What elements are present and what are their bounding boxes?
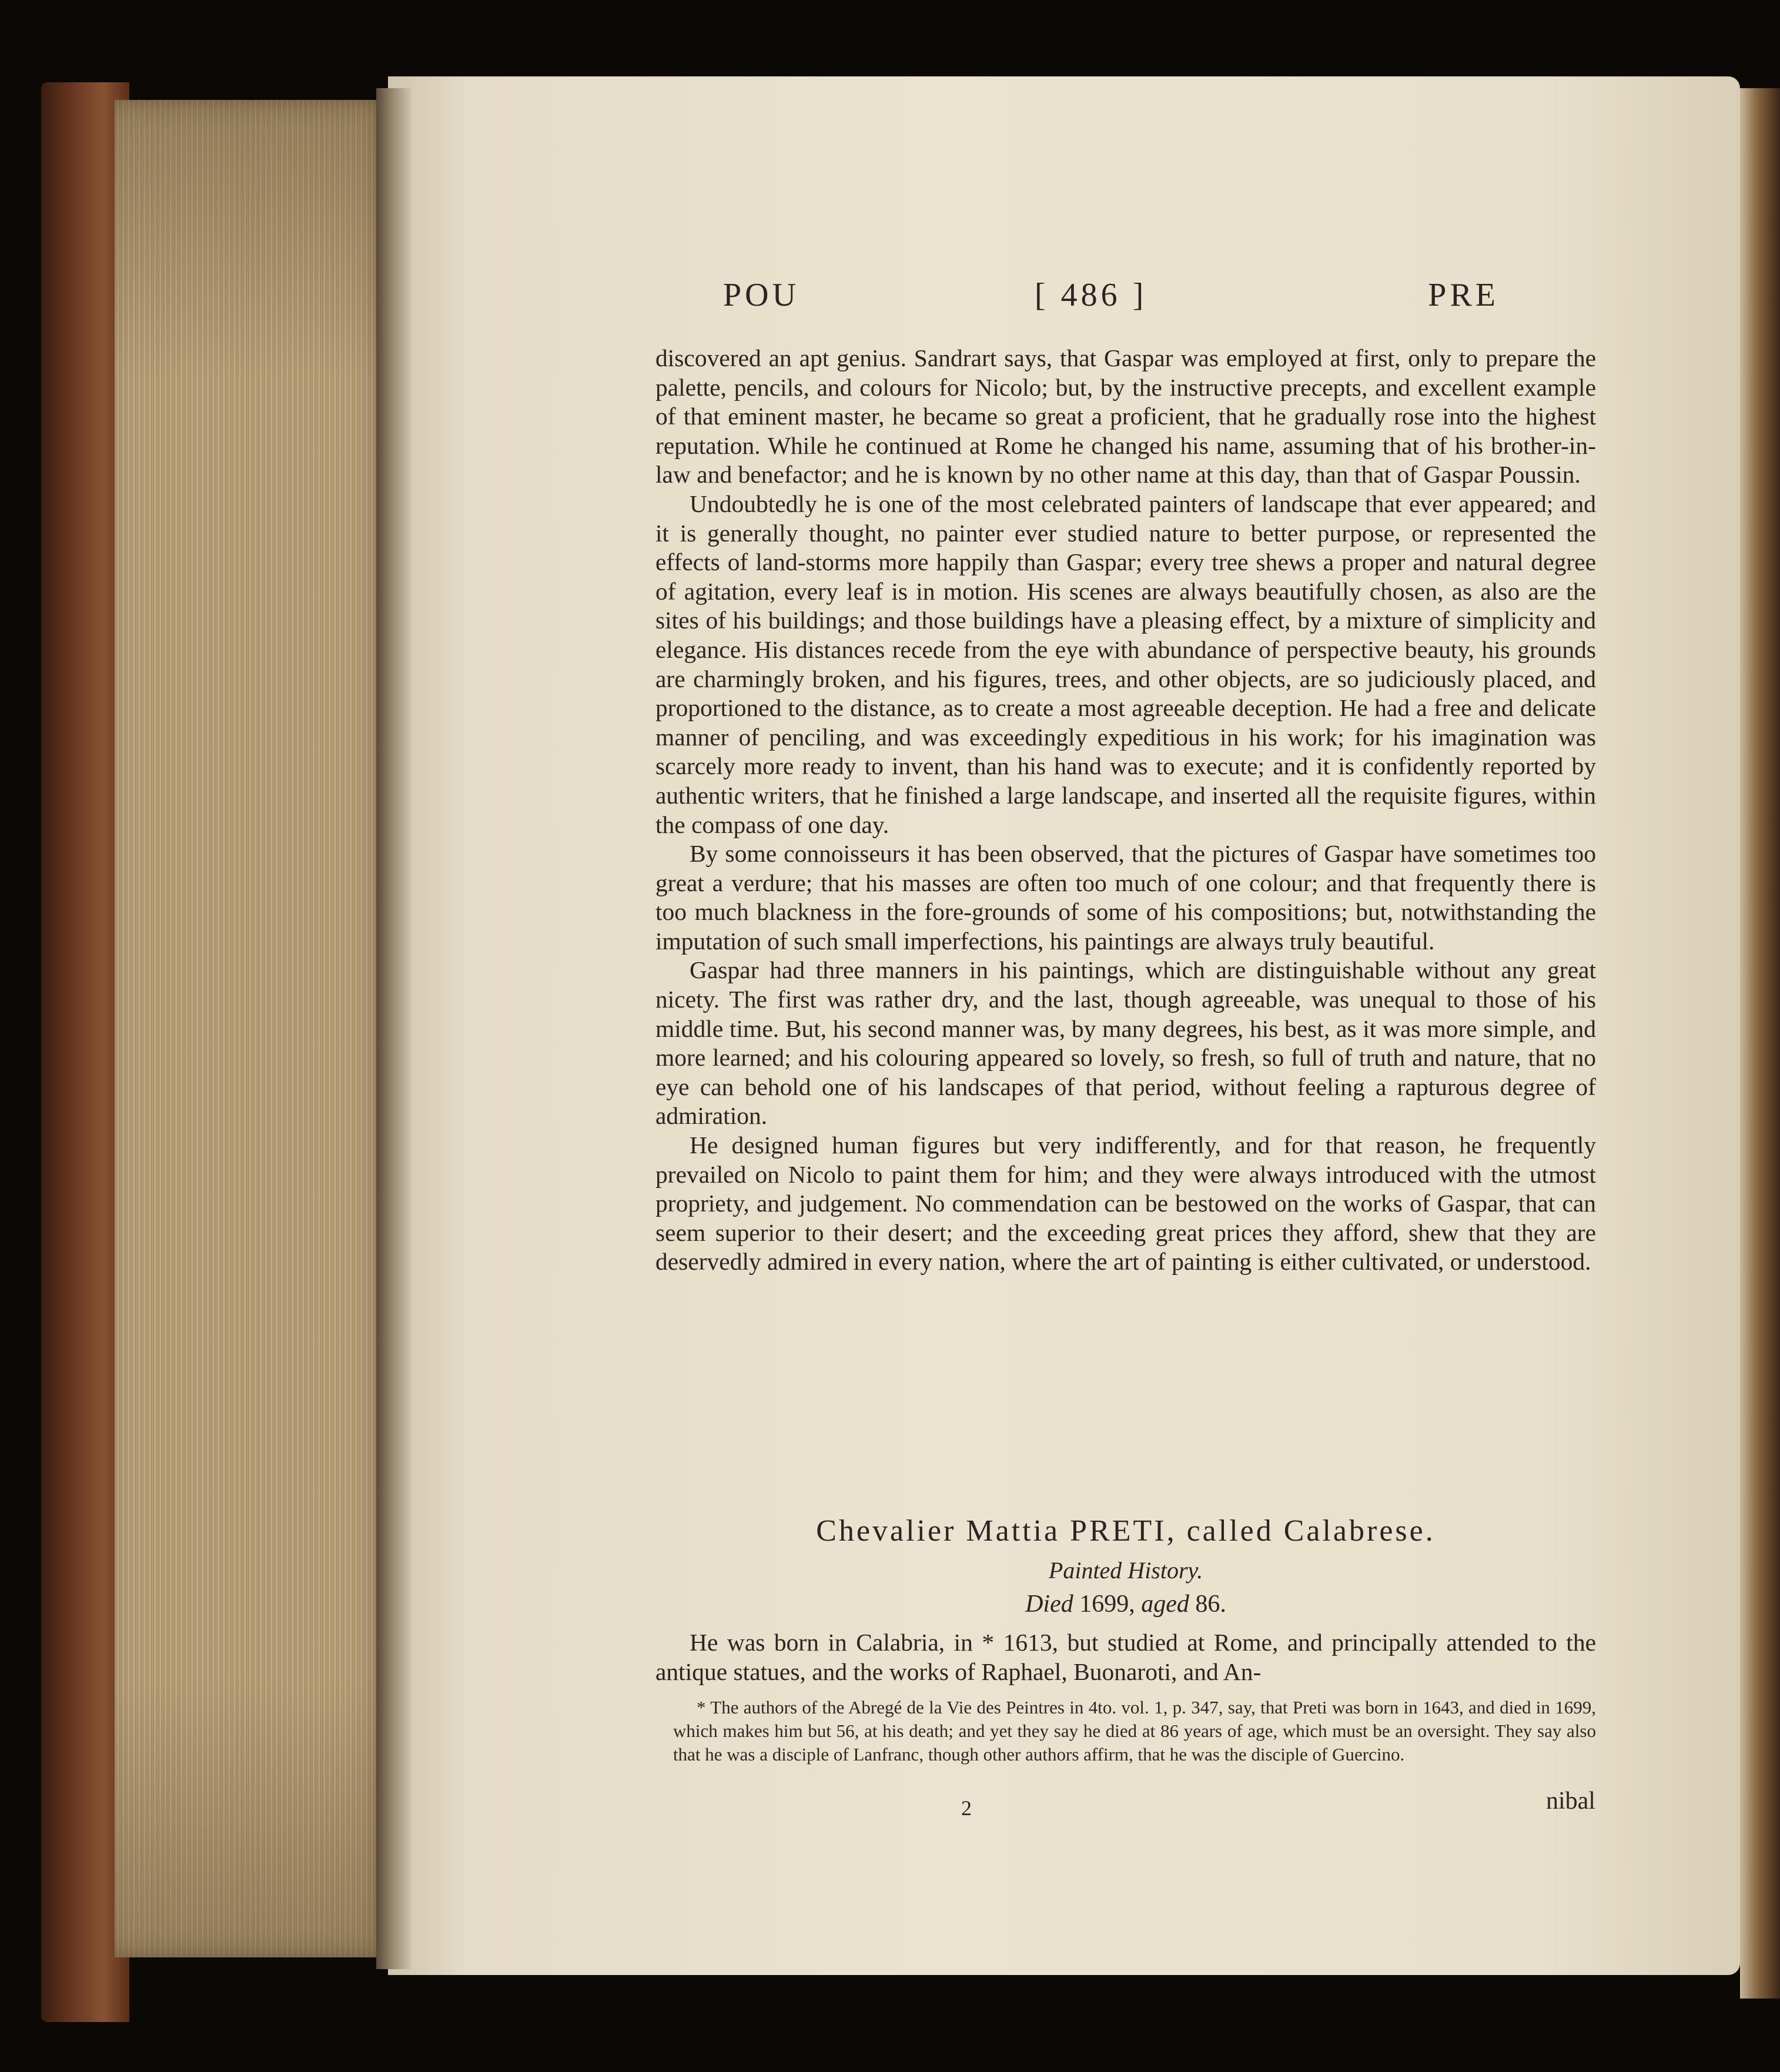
aged-value: 86. xyxy=(1195,1591,1226,1618)
aged-label: aged xyxy=(1141,1591,1189,1618)
running-head-left: POU xyxy=(723,277,800,313)
section-dates xyxy=(655,1590,1596,1618)
footnote-text: * The authors of the Abregé de la Vie des Peintres in 4to. vol. 1, p. 347, say, that Preti was born in 1643, and died in 1699, which makes him but 56, at his death; and yet they say he died at 86 years of age, which must be an oversight. They say also that he was a disciple of Lanfranc, though other authors affirm, that he was the disciple of Guercino. xyxy=(673,1697,1596,1765)
page-edges xyxy=(115,100,391,1957)
paragraph: He was born in Calabria, in * 1613, but studied at Rome, and principally attended to the antique statues, and the works of Raphael, Buonaroti, and An- xyxy=(655,1629,1596,1685)
paragraph: By some connoisseurs it has been observed, that the pictures of Gaspar have sometimes too great a verdure; that his masses are often too much of one colour; and that frequently there is too much blackness in the fore-grounds of some of his compositions; but, notwithstanding the imputation of such small imperfections, his paintings are always truly beautiful. xyxy=(655,840,1596,955)
paragraph: Gaspar had three manners in his paintings, which are distinguishable without any great nicety. The first was rather dry, and the last, though agreeable, was unequal to those of his middle time. But, his second manner was, by many degrees, his best, as it was more simple, and more learned; and his colouring appeared so lovely, so fresh, so full of truth and nature, that no eye can behold one of his landscapes of that period, without feeling a rapturous degree of admiration. xyxy=(655,956,1596,1130)
section-subtitle: Painted History. xyxy=(1048,1557,1203,1584)
died-label: Died xyxy=(1025,1591,1073,1618)
signature-mark: 2 xyxy=(961,1796,972,1820)
paragraph: Undoubtedly he is one of the most celebrated painters of landscape that ever appeared; and it is generally thought, no painter ever studied nature to better purpose, or represented the effects of land-storms more happily than Gaspar; every tree shews a proper and natural degree of agitation, every leaf is in motion. His scenes are always beautifully chosen, as also are the sites of his buildings; and those buildings have a pleasing effect, by a mixture of simplicity and elegance. His distances recede from the eye with abundance of perspective beauty, his grounds are charmingly broken, and his figures, trees, and other objects, are so judiciously placed, and proportioned to the distance, as to create a most agreeable deception. He had a free and delicate manner of penciling, and was exceedingly expeditious in his work; for his imagination was scarcely more ready to invent, than his hand was to execute; and it is confidently reported by authentic writers, that he finished a large landscape, and inserted all the requisite figures, within the compass of one day. xyxy=(655,490,1596,838)
running-head xyxy=(723,276,1499,323)
catchword: nibal xyxy=(1546,1788,1595,1815)
died-year: 1699, xyxy=(1079,1591,1135,1618)
facing-page-edge xyxy=(1740,88,1780,1999)
section-heading: Chevalier Mattia PRETI, called Calabrese. xyxy=(816,1514,1436,1548)
book-gutter xyxy=(376,88,411,1969)
page-number: [ 486 ] xyxy=(1035,277,1147,313)
section-body xyxy=(655,1628,1596,1686)
body-text xyxy=(655,344,1596,1277)
footnote xyxy=(673,1696,1596,1766)
paragraph: He designed human figures but very indifferently, and for that reason, he frequently prevailed on Nicolo to paint them for him; and they were always introduced with the utmost propriety, and judgement. No commendation can be bestowed on the works of Gaspar, that can seem superior to their desert; and the exceeding great prices they afford, shew that they are deservedly admired in every nation, where the art of painting is either cultivated, or understood. xyxy=(655,1132,1596,1276)
paragraph: discovered an apt genius. Sandrart says, that Gaspar was employed at first, only to prepare the palette, pencils, and colours for Nicolo; but, by the instructive precepts, and excellent example of that eminent master, he became so great a proficient, that he gradually rose into the highest reputation. While he continued at Rome he changed his name, assuming that of his brother-in-law and benefactor; and he is known by no other name at this day, than that of Gaspar Poussin. xyxy=(655,344,1596,488)
running-head-right: PRE xyxy=(1428,277,1499,313)
